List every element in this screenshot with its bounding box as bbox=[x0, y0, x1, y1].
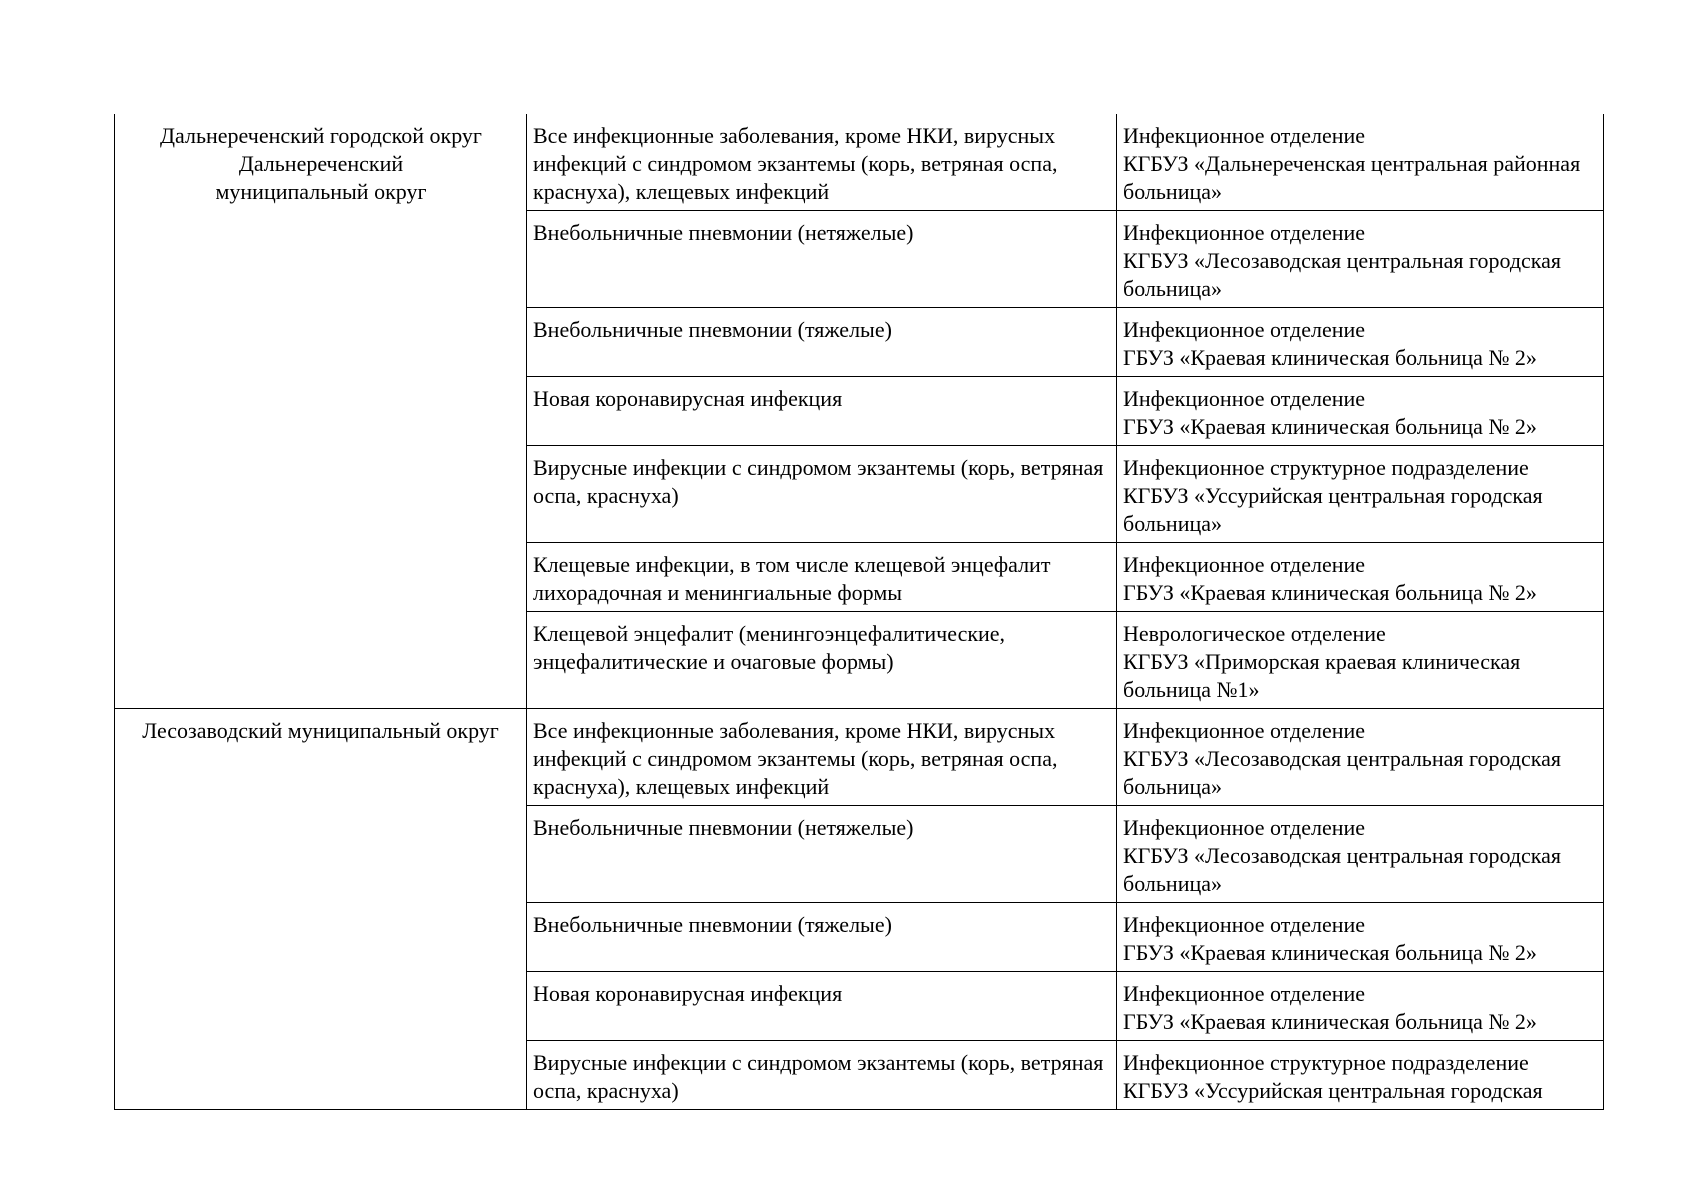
facility-cell: Инфекционное структурное подразделение КГБУЗ «Уссурийская центральная городская больница» bbox=[1117, 446, 1604, 543]
condition-cell: Все инфекционные заболевания, кроме НКИ, вирусных инфекций с синдромом экзантемы (корь, ветряная оспа, краснуха), клещевых инфекций bbox=[527, 114, 1117, 211]
condition-cell: Внебольничные пневмонии (тяжелые) bbox=[527, 308, 1117, 377]
condition-cell: Новая коронавирусная инфекция bbox=[527, 972, 1117, 1041]
condition-cell: Вирусные инфекции с синдромом экзантемы (корь, ветряная оспа, краснуха) bbox=[527, 1041, 1117, 1110]
table-row bbox=[115, 709, 1604, 806]
facility-cell: Инфекционное отделение КГБУЗ «Лесозаводская центральная городская больница» bbox=[1117, 806, 1604, 903]
facility-cell: Инфекционное отделение ГБУЗ «Краевая клиническая больница № 2» bbox=[1117, 972, 1604, 1041]
facility-cell: Инфекционное отделение ГБУЗ «Краевая клиническая больница № 2» bbox=[1117, 903, 1604, 972]
condition-cell: Клещевые инфекции, в том числе клещевой энцефалит лихорадочная и менингиальные формы bbox=[527, 543, 1117, 612]
table-row bbox=[115, 114, 1604, 211]
district-cell: Дальнереченский городской округ Дальнереченский муниципальный округ bbox=[115, 114, 527, 709]
condition-cell: Вирусные инфекции с синдромом экзантемы (корь, ветряная оспа, краснуха) bbox=[527, 446, 1117, 543]
condition-cell: Внебольничные пневмонии (нетяжелые) bbox=[527, 211, 1117, 308]
condition-cell: Новая коронавирусная инфекция bbox=[527, 377, 1117, 446]
condition-cell: Клещевой энцефалит (менингоэнцефалитические, энцефалитические и очаговые формы) bbox=[527, 612, 1117, 709]
routing-table bbox=[114, 114, 1604, 1110]
facility-cell: Инфекционное отделение ГБУЗ «Краевая клиническая больница № 2» bbox=[1117, 308, 1604, 377]
facility-cell: Инфекционное отделение КГБУЗ «Дальнереченская центральная районная больница» bbox=[1117, 114, 1604, 211]
condition-cell: Все инфекционные заболевания, кроме НКИ, вирусных инфекций с синдромом экзантемы (корь, ветряная оспа, краснуха), клещевых инфекций bbox=[527, 709, 1117, 806]
facility-cell: Инфекционное отделение КГБУЗ «Лесозаводская центральная городская больница» bbox=[1117, 211, 1604, 308]
facility-cell: Инфекционное отделение ГБУЗ «Краевая клиническая больница № 2» bbox=[1117, 543, 1604, 612]
condition-cell: Внебольничные пневмонии (тяжелые) bbox=[527, 903, 1117, 972]
facility-cell: Инфекционное структурное подразделение КГБУЗ «Уссурийская центральная городская bbox=[1117, 1041, 1604, 1110]
district-cell: Лесозаводский муниципальный округ bbox=[115, 709, 527, 1110]
facility-cell: Неврологическое отделение КГБУЗ «Приморская краевая клиническая больница №1» bbox=[1117, 612, 1604, 709]
facility-cell: Инфекционное отделение КГБУЗ «Лесозаводская центральная городская больница» bbox=[1117, 709, 1604, 806]
facility-cell: Инфекционное отделение ГБУЗ «Краевая клиническая больница № 2» bbox=[1117, 377, 1604, 446]
condition-cell: Внебольничные пневмонии (нетяжелые) bbox=[527, 806, 1117, 903]
